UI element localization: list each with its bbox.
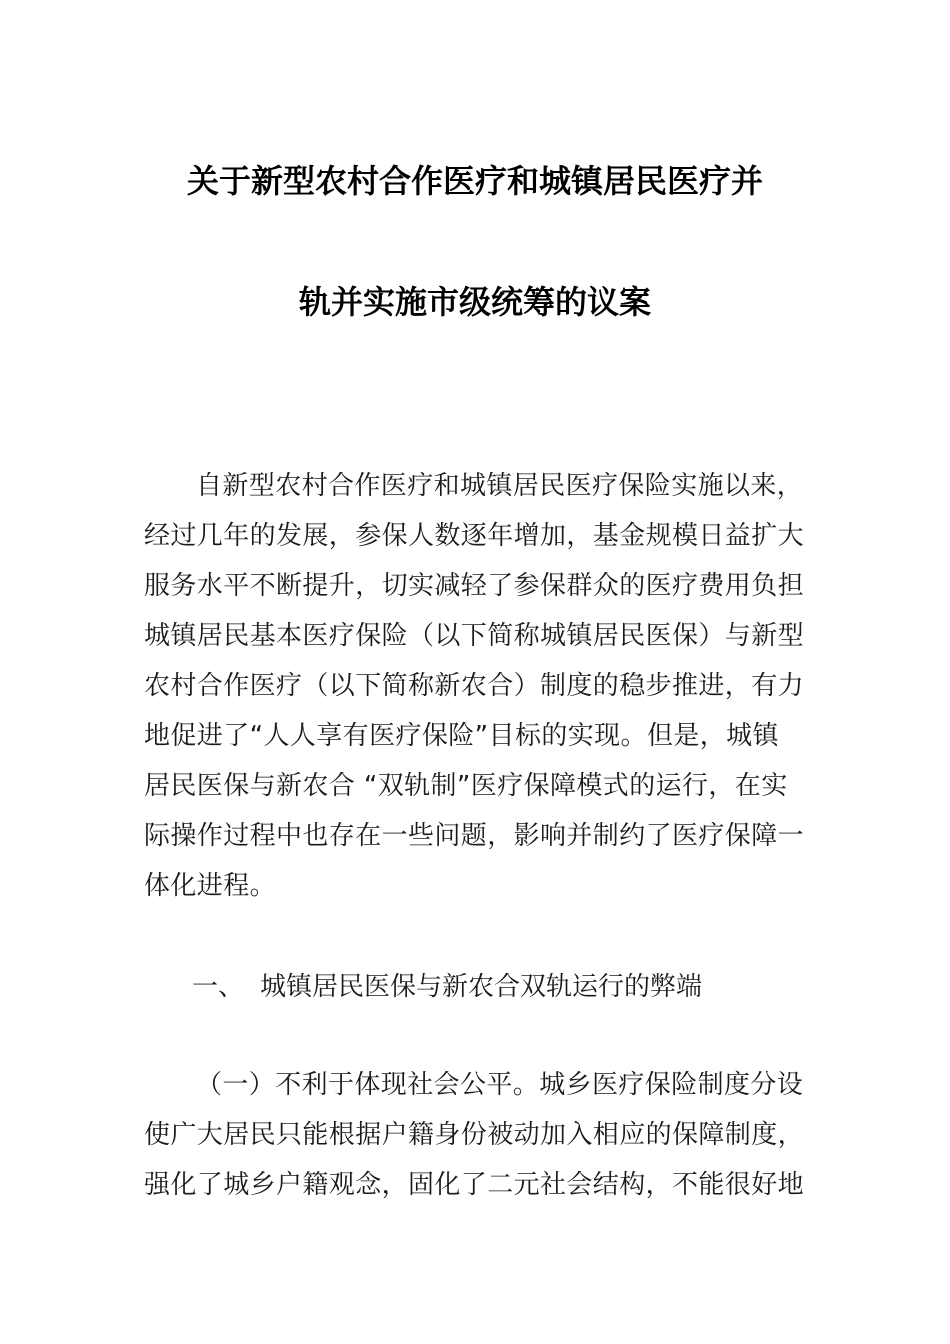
- section-title: 城镇居民医保与新农合双轨运行的弊端: [260, 972, 703, 1002]
- section-heading-1: [192, 962, 702, 1012]
- paragraph-line: 农村合作医疗（以下简称新农合）制度的稳步推进，有力: [144, 671, 805, 701]
- paragraph-line: 自新型农村合作医疗和城镇居民医疗保险实施以来，: [196, 471, 804, 501]
- paragraph-line: 地促进了“人人享有医疗保险”目标的实现。但是，城镇: [144, 721, 779, 751]
- paragraph-line: 强化了城乡户籍观念，固化了二元社会结构，不能很好地: [144, 1170, 805, 1200]
- paragraph-line: 体化进程。: [144, 871, 277, 901]
- paragraph-intro: [144, 461, 814, 911]
- paragraph-line: 使广大居民只能根据户籍身份被动加入相应的保障制度，: [144, 1120, 805, 1150]
- document-title-line-2: 轨并实施市级统筹的议案: [298, 283, 651, 321]
- paragraph-line: 城镇居民基本医疗保险（以下简称城镇居民医保）与新型: [144, 621, 805, 651]
- paragraph-line: 际操作过程中也存在一些问题，影响并制约了医疗保障一: [144, 821, 805, 851]
- document-title-line-1: 关于新型农村合作医疗和城镇居民医疗并: [186, 162, 763, 200]
- paragraph-line: 服务水平不断提升，切实减轻了参保群众的医疗费用负担: [144, 571, 805, 601]
- paragraph-line: 经过几年的发展，参保人数逐年增加，基金规模日益扩大: [144, 521, 805, 551]
- section-number: 一、: [192, 972, 245, 1002]
- paragraph-line: （一）不利于体现社会公平。城乡医疗保险制度分设: [196, 1070, 804, 1100]
- paragraph-line: 居民医保与新农合 “双轨制”医疗保障模式的运行，在实: [144, 771, 788, 801]
- paragraph-section-1-1: [144, 1060, 814, 1210]
